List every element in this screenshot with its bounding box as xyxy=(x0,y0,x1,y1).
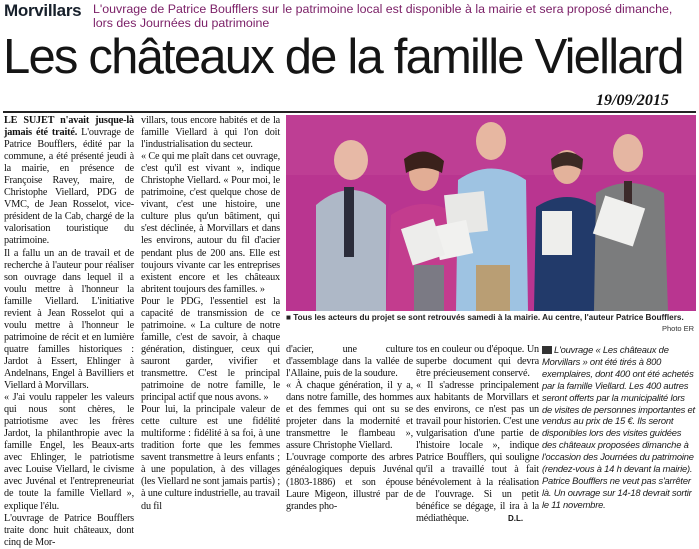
photo-caption: ■ Tous les acteurs du projet se sont retrouvés samedi à la mairie. Au centre, l'auteur Patrice Boufflers. xyxy=(286,313,684,322)
header-rule xyxy=(3,111,696,113)
paragraph: L'ouvrage comporte des arbres généalogiques depuis Juvénal (1803-1886) et son épouse Laure Migeon, illustré par de grandes pho- xyxy=(286,452,413,512)
sidebar-note xyxy=(542,344,696,511)
article-date: 19/09/2015 xyxy=(596,92,669,109)
article-column-3 xyxy=(286,344,413,513)
lead-in: LE SUJET n'avait jusque-là jamais été traité. xyxy=(4,115,134,139)
kicker-text: L'ouvrage de Patrice Boufflers sur le patrimoine local est disponible à la mairie et sera proposé dimanche, lors des Journées du patrimoine xyxy=(93,2,673,30)
group-photo xyxy=(286,115,696,311)
paragraph: d'acier, une culture d'assemblage dans la vallée de l'Allaine, puis de la soudure. xyxy=(286,344,413,380)
photo-credit: Photo ER xyxy=(662,324,695,333)
sidebar-text: L'ouvrage « Les châteaux de Morvillars » ont été tirés à 800 exemplaires, dont 400 ont été achetés par la famille Viellard. Les 400 autres seront offerts par la municipalité lors de visites de personnes importantes et vendus au prix de 15 €. Ils seront disponibles lors des visites guidées des châteaux proposées dimanche à l'occasion des Journées du patrimoine (rendez-vous à 14 h devant la mairie). Patrice Boufflers ne veut pas s'arrêter là. Un ouvrage sur 14-18 devrait sortir le 11 novembre. xyxy=(542,344,695,510)
author-signature: D.L. xyxy=(508,514,524,523)
article-column-4 xyxy=(416,344,539,525)
headline: Les châteaux de la famille Viellard xyxy=(3,30,683,84)
section-title: Morvillars xyxy=(4,1,82,20)
paragraph: « À chaque génération, il y a, dans notre famille, des hommes et des femmes qui ont su se projeter dans la modernité et transmettre le flambeau », assure Christophe Viellard. xyxy=(286,380,413,452)
book-icon xyxy=(542,346,552,354)
paragraph: L'ouvrage de Patrice Boufflers, édité par la commune, a été présenté jeudi à la mairie, en présence de Françoise Ravey, maire, de Christophe Viellard, PDG de VMC, de Jean Rosselot, vice-président de la Cab, chargé de la valorisation touristique du patrimoine. xyxy=(4,127,134,247)
article-column-2 xyxy=(141,115,280,513)
article-column-1 xyxy=(4,115,134,549)
paragraph: Il a fallu un an de travail et de recherche à l'auteur pour réaliser son ouvrage dans lequel il a voulu mettre à l'honneur la famille Viellard. L'initiative revient à Jean Rosselot qui a voulu mettre à l'honneur le patrimoine de récit et en lumière quatre familles historiques : Jardot à Essert, Ehlinger à Andelnans, Engel à Bavilliers et Viellard à Morvillars. xyxy=(4,247,134,392)
paragraph: Pour le PDG, l'essentiel est la capacité de transmission de ce patrimoine. « La culture de notre famille, c'est de savoir, à chaque génération, distinguer, ceux qui sauront garder, vivifier et transmettre. C'est le principal patrimoine de notre famille, le principal actif que nous avons. » xyxy=(141,295,280,404)
paragraph: L'ouvrage de Patrice Boufflers traite donc huit châteaux, dont cinq de Mor- xyxy=(4,512,134,548)
paragraph: Pour lui, la principale valeur de cette culture est une fidélité multiforme : fidélité à sa foi, à une tradition forte que les femmes savent transmettre à leurs enfants ; à une population, à des villages (les Viellard ne sont jamais partis) ; à une culture industrielle, au travail du fil xyxy=(141,404,280,512)
paragraph: villars, tous encore habités et de la famille Viellard à qui l'on doit l'industrialisation du secteur. xyxy=(141,115,280,151)
paragraph: « Il s'adresse principalement aux habitants de Morvillars et des environs, ce n'est pas un travail pour historien. C'est une vulgarisation d'une partie de l'histoire locale », indique Patrice Boufflers, qui souligne qu'il a travaillé tout à fait bénévolement à la réalisation de l'ouvrage. Si un petit bénéfice se dégage, il ira à la médiathèque. xyxy=(416,380,539,524)
paragraph: « J'ai voulu rappeler les valeurs qui nous sont chères, le patriotisme avec les frères Jardot, la philanthropie avec la famille Engel, les Beaux-arts avec Ehlinger, le patriotisme avec Louise Viellard, le civisme avec Juvénal et l'entrepreneuriat de toute la famille Viellard », explique l'élu. xyxy=(4,392,134,512)
paragraph: tos en couleur ou d'époque. Un superbe document qui devra être précieusement conservé. xyxy=(416,344,539,380)
paragraph: « Ce qui me plaît dans cet ouvrage, c'est qu'il est vivant », indique Christophe Viellard. « Pour moi, le patrimoine, c'est quelque chose de vivant, c'est une histoire, une culture plus qu'un bâtiment, qui s'est déclinée, à Morvillars et dans les environs, autour du fil d'acier pendant plus de 200 ans. Elle est toujours vivante car les entreprises existent encore et les châteaux abritent toujours des familles. » xyxy=(141,151,280,295)
